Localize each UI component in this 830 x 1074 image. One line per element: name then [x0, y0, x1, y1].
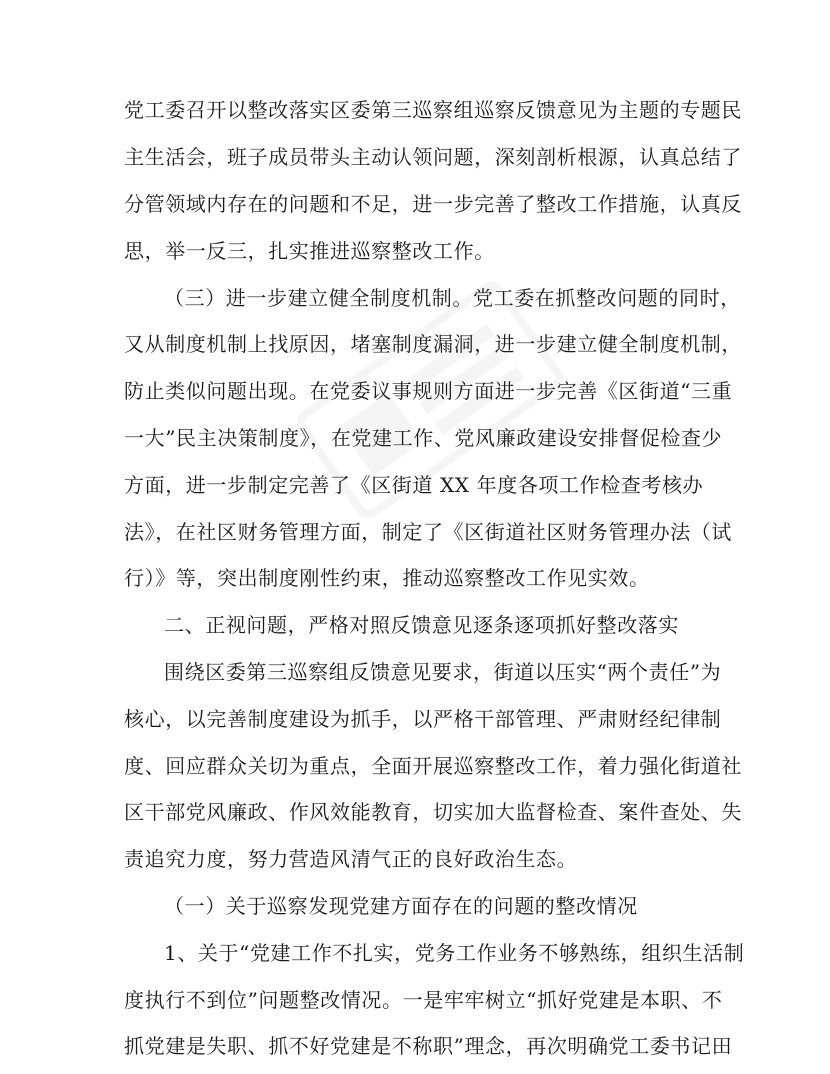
- text-line: 核心，以完善制度建设为抓手，以严格干部管理、严肃财经纪律制: [124, 707, 722, 731]
- text-line: 防止类似问题出现。在党委议事规则方面进一步完善《区街道“三重: [124, 379, 733, 403]
- text-line: 思，举一反三，扎实推进巡察整改工作。: [124, 239, 495, 263]
- text-line: 1、关于“党建工作不扎实，党务工作业务不够熟练，组织生活制: [164, 941, 745, 965]
- text-line: 方面，进一步制定完善了《区街道 XX 年度各项工作检查考核办: [124, 473, 704, 497]
- text-line: 法》，在社区财务管理方面，制定了《区街道社区财务管理办法（试: [124, 520, 732, 544]
- text-line: 度执行不到位”问题整改情况。一是牢牢树立“抓好党建是本职、不: [124, 988, 723, 1012]
- text-line: 责追究力度，努力营造风清气正的良好政治生态。: [124, 847, 578, 871]
- text-line: 党工委召开以整改落实区委第三巡察组巡察反馈意见为主题的专题民: [124, 98, 742, 122]
- text-line: 区干部党风廉政、作风效能教育，切实加大监督检查、案件查处、失: [124, 800, 742, 824]
- text-line: 分管领域内存在的问题和不足，进一步完善了整改工作措施，认真反: [124, 192, 742, 216]
- text-line: 行）》等，突出制度刚性约束，推动巡察整改工作见实效。: [124, 566, 650, 590]
- text-line: （三）进一步建立健全制度机制。党工委在抓整改问题的同时，: [164, 286, 741, 310]
- text-line: 围绕区委第三巡察组反馈意见要求，街道以压实“两个责任”为: [164, 660, 722, 684]
- text-line: 主生活会，班子成员带头主动认领问题，深刻剖析根源，认真总结了: [124, 145, 742, 169]
- section-heading: 二、正视问题，严格对照反馈意见逐条逐项抓好整改落实: [164, 613, 679, 637]
- text-line: 度、回应群众关切为重点，全面开展巡察整改工作，着力强化街道社: [124, 754, 742, 778]
- text-line: 又从制度机制上找原因，堵塞制度漏洞，进一步建立健全制度机制，: [124, 332, 742, 356]
- text-line: 抓党建是失职、抓不好党建是不称职”理念，再次明确党工委书记田: [124, 1034, 733, 1058]
- text-line: 一大”民主决策制度》，在党建工作、党风廉政建设安排督促检查少: [124, 426, 723, 450]
- subsection-heading: （一）关于巡察发现党建方面存在的问题的整改情况: [164, 894, 638, 918]
